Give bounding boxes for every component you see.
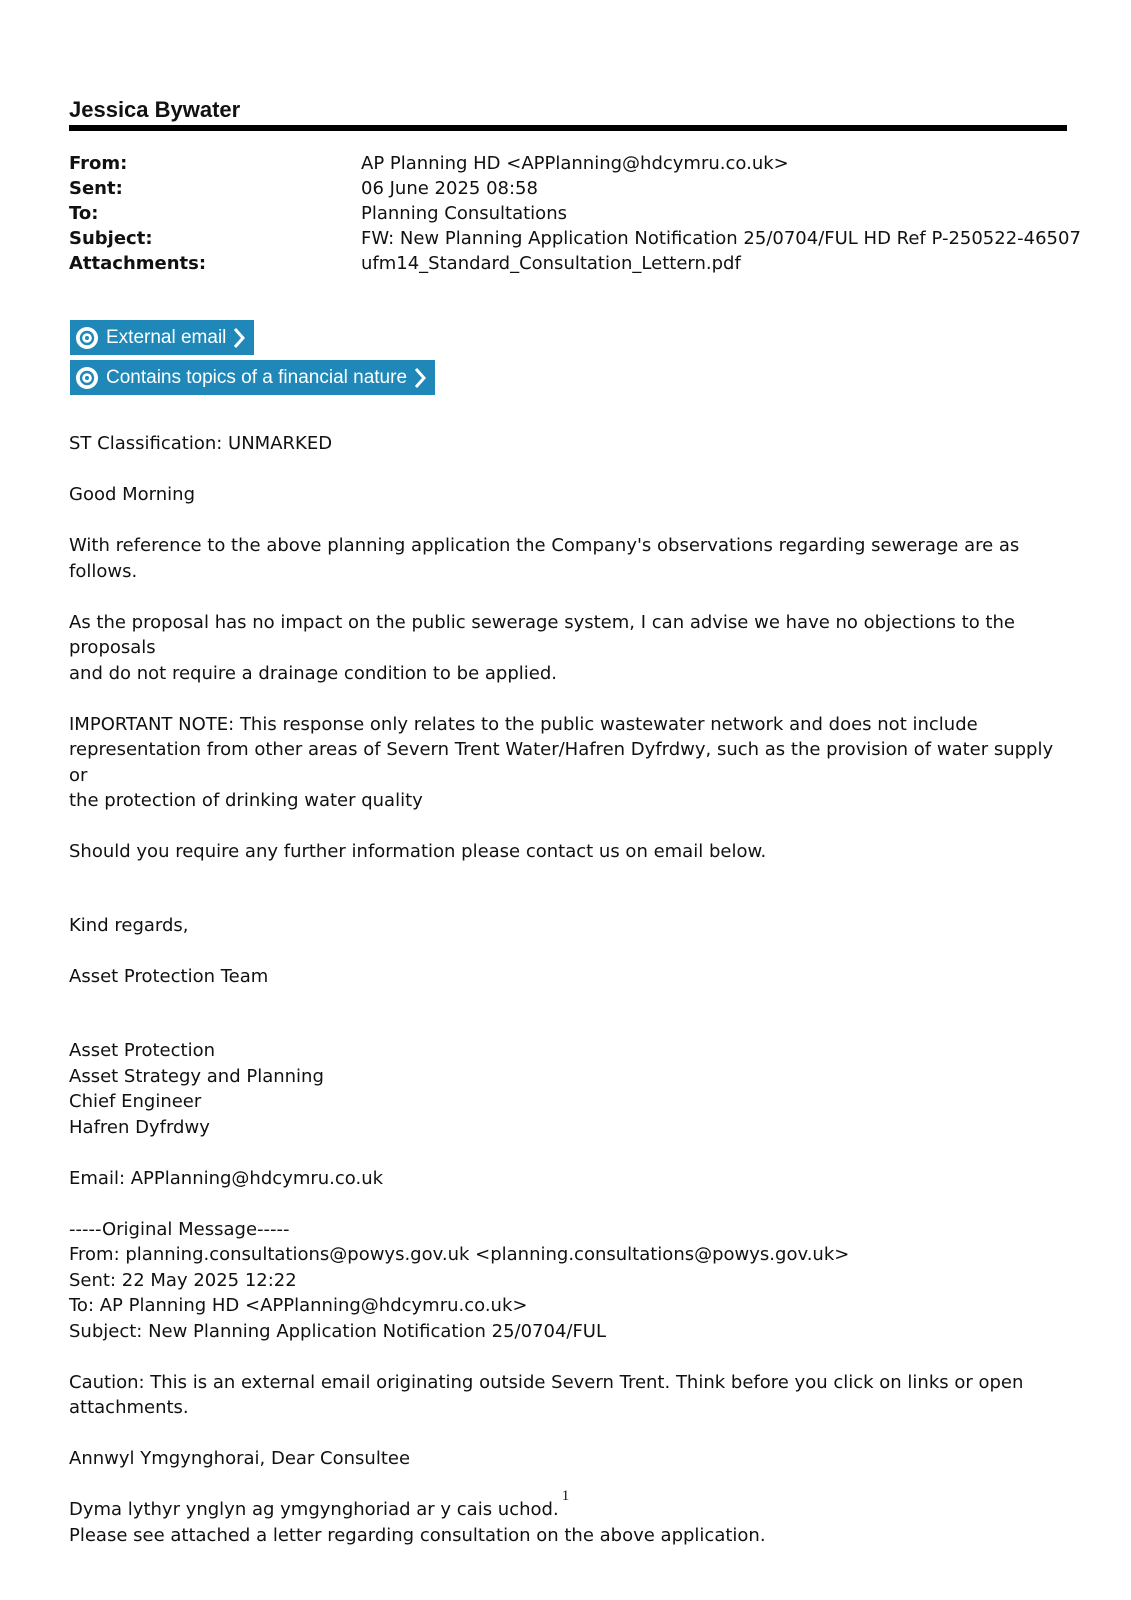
from-label: From: bbox=[69, 153, 128, 174]
subject-row bbox=[69, 226, 1081, 251]
chevron-right-icon bbox=[232, 327, 246, 349]
kind-regards: Kind regards, bbox=[69, 914, 189, 936]
paragraph-reference: With reference to the above planning application the Company's observations regarding sewerage are as follows. bbox=[69, 535, 1020, 582]
contact-line: Should you require any further information please contact us on email below. bbox=[69, 841, 767, 862]
email-body bbox=[69, 431, 1069, 1548]
sent-row bbox=[69, 176, 1069, 201]
chevron-right-icon bbox=[413, 367, 427, 389]
signature-email: Email: APPlanning@hdcymru.co.uk bbox=[69, 1167, 384, 1189]
info-icon bbox=[76, 327, 98, 349]
to-label: To: bbox=[69, 203, 99, 224]
subject-value: FW: New Planning Application Notification 25/0704/FUL HD Ref P-250522-46507 bbox=[361, 228, 1081, 249]
info-icon bbox=[76, 367, 98, 389]
classification: ST Classification: UNMARKED bbox=[69, 433, 333, 454]
external-email-label: External email bbox=[106, 326, 227, 348]
attachments-label: Attachments: bbox=[69, 253, 207, 274]
attachment-link[interactable]: ufm14_Standard_Consultation_Lettern.pdf bbox=[361, 253, 741, 274]
subject-label: Subject: bbox=[69, 228, 153, 249]
important-note-1: IMPORTANT NOTE: This response only relates to the public wastewater network and does not include bbox=[69, 713, 978, 735]
external-email-banner[interactable] bbox=[70, 320, 254, 355]
financial-topics-label: Contains topics of a financial nature bbox=[106, 366, 408, 388]
english-line: Please see attached a letter regarding consultation on the above application. bbox=[69, 1524, 766, 1546]
signature-line-4: Hafren Dyfrdwy bbox=[69, 1116, 210, 1138]
important-note-2: representation from other areas of Severn Trent Water/Hafren Dyfrdwy, such as the provision of water supply or bbox=[69, 739, 1054, 786]
sent-label: Sent: bbox=[69, 178, 123, 199]
to-value: Planning Consultations bbox=[361, 203, 567, 224]
page-number: 1 bbox=[561, 1488, 570, 1504]
caution-line-2: attachments. bbox=[69, 1397, 189, 1418]
original-subject: Subject: New Planning Application Notification 25/0704/FUL bbox=[69, 1320, 607, 1342]
greeting: Good Morning bbox=[69, 484, 195, 505]
sent-value: 06 June 2025 08:58 bbox=[361, 178, 538, 199]
header-divider bbox=[69, 125, 1067, 131]
original-sent: Sent: 22 May 2025 12:22 bbox=[69, 1269, 297, 1291]
sender-name: Jessica Bywater bbox=[69, 97, 241, 122]
email-header bbox=[69, 151, 1081, 276]
salutation: Annwyl Ymgynghorai, Dear Consultee bbox=[69, 1448, 411, 1469]
original-message-marker: -----Original Message----- bbox=[69, 1218, 290, 1240]
from-value: AP Planning HD <APPlanning@hdcymru.co.uk> bbox=[361, 153, 789, 174]
signature-line-1: Asset Protection bbox=[69, 1040, 215, 1061]
to-row bbox=[69, 201, 1069, 226]
caution-line-1: Caution: This is an external email originating outside Severn Trent. Think before you click on links or open bbox=[69, 1371, 1024, 1393]
paragraph-no-impact-2: and do not require a drainage condition to be applied. bbox=[69, 662, 557, 684]
paragraph-no-impact-1: As the proposal has no impact on the public sewerage system, I can advise we have no objections to the proposals bbox=[69, 611, 1015, 658]
from-row bbox=[69, 151, 1069, 176]
original-from: From: planning.consultations@powys.gov.uk <planning.consultations@powys.gov.uk> bbox=[69, 1244, 850, 1265]
team-name: Asset Protection Team bbox=[69, 965, 269, 987]
important-note-3: the protection of drinking water quality bbox=[69, 790, 423, 811]
financial-topics-banner[interactable] bbox=[70, 360, 435, 395]
original-to: To: AP Planning HD <APPlanning@hdcymru.co.uk> bbox=[69, 1295, 528, 1316]
attachments-row bbox=[69, 251, 1069, 276]
welsh-line: Dyma lythyr ynglyn ag ymgynghoriad ar y cais uchod. bbox=[69, 1499, 559, 1520]
signature-line-3: Chief Engineer bbox=[69, 1091, 202, 1112]
signature-line-2: Asset Strategy and Planning bbox=[69, 1065, 324, 1087]
